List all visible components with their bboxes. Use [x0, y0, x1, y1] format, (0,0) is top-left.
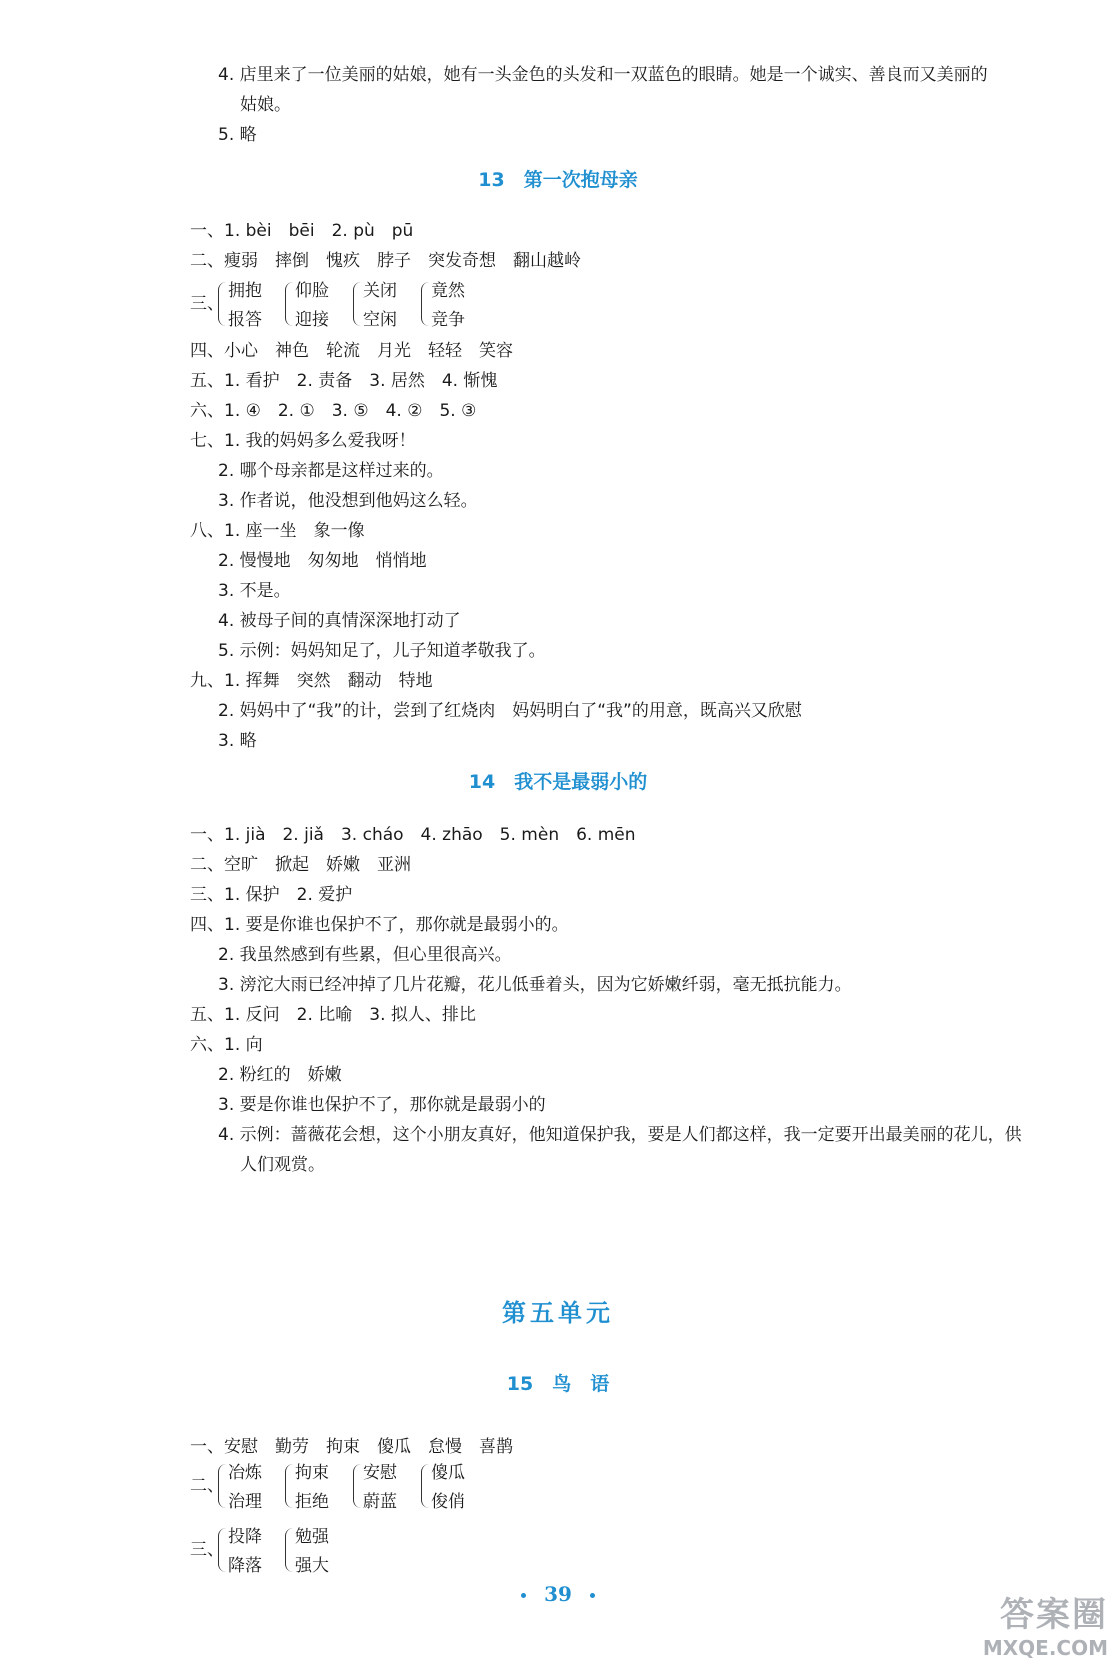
lesson13-q7-1: 七、1. 我的妈妈多么爱我呀！	[190, 431, 416, 451]
lesson14-q6-2: 2. 粉红的 娇嫩	[218, 1065, 342, 1085]
lesson13-q3	[190, 278, 690, 334]
word: 拒绝	[295, 1492, 329, 1512]
lesson15-q2	[190, 1460, 690, 1516]
lesson13-q9-1: 九、1. 挥舞 突然 翻动 特地	[190, 671, 433, 691]
dot-icon	[521, 1593, 526, 1598]
word: 竞争	[431, 310, 465, 330]
word: 拥抱	[228, 281, 262, 301]
lesson13-q1: 一、1. bèi bēi 2. pù pū	[190, 221, 414, 241]
word: 仰脸	[295, 281, 329, 301]
brace-icon	[218, 1528, 226, 1572]
lesson13-q8-2: 2. 慢慢地 匆匆地 悄悄地	[218, 551, 427, 571]
word: 报答	[228, 310, 262, 330]
word: 拘束	[295, 1463, 329, 1483]
lesson14-q6-1: 六、1. 向	[190, 1035, 263, 1055]
brace-icon	[421, 1464, 429, 1508]
lesson13-q8-5: 5. 示例：妈妈知足了，儿子知道孝敬我了。	[218, 641, 546, 661]
word: 竟然	[431, 281, 465, 301]
word: 强大	[295, 1556, 329, 1576]
lesson14-q6-3: 3. 要是你谁也保护不了，那你就是最弱小的	[218, 1095, 546, 1115]
top-answer-4-line2: 姑娘。	[240, 95, 291, 115]
lesson14-q4-1: 四、1. 要是你谁也保护不了，那你就是最弱小的。	[190, 915, 569, 935]
unit5-title: 第五单元	[502, 1298, 614, 1327]
page-number-text: 39	[544, 1582, 572, 1606]
lesson14-q6-4-line1: 4. 示例：蔷薇花会想，这个小朋友真好，他知道保护我，要是人们都这样，我一定要开出最美丽的花儿，供	[218, 1125, 1022, 1145]
lesson13-title: 13 第一次抱母亲	[478, 169, 638, 191]
word: 关闭	[363, 281, 397, 301]
lesson15-q3-label: 三、	[190, 1540, 224, 1560]
lesson13-q2: 二、瘦弱 摔倒 愧疚 脖子 突发奇想 翻山越岭	[190, 251, 581, 271]
word: 傻瓜	[431, 1463, 465, 1483]
page-number	[0, 1582, 1116, 1606]
brace-icon	[218, 1464, 226, 1508]
brace-icon	[353, 282, 361, 326]
lesson14-q4-2: 2. 我虽然感到有些累，但心里很高兴。	[218, 945, 512, 965]
word: 降落	[228, 1556, 262, 1576]
top-answer-4-line1: 4. 店里来了一位美丽的姑娘，她有一头金色的头发和一双蓝色的眼睛。她是一个诚实、善良而又美丽的	[218, 65, 988, 85]
brace-icon	[285, 1528, 293, 1572]
lesson14-q6-4-line2: 人们观赏。	[240, 1155, 325, 1175]
lesson13-q6: 六、1. ④ 2. ① 3. ⑤ 4. ② 5. ③	[190, 401, 477, 421]
top-answer-5: 5. 略	[218, 125, 257, 145]
brace-icon	[353, 1464, 361, 1508]
lesson13-q7-2: 2. 哪个母亲都是这样过来的。	[218, 461, 444, 481]
word: 蔚蓝	[363, 1492, 397, 1512]
lesson13-q9-2: 2. 妈妈中了“我”的计，尝到了红烧肉 妈妈明白了“我”的用意，既高兴又欣慰	[218, 701, 802, 721]
word: 治理	[228, 1492, 262, 1512]
brace-icon	[421, 282, 429, 326]
lesson13-q8-4: 4. 被母子间的真情深深地打动了	[218, 611, 461, 631]
lesson13-q4: 四、小心 神色 轮流 月光 轻轻 笑容	[190, 341, 513, 361]
lesson13-q5: 五、1. 看护 2. 责备 3. 居然 4. 惭愧	[190, 371, 498, 391]
word: 投降	[228, 1527, 262, 1547]
lesson14-q4-3: 3. 滂沱大雨已经冲掉了几片花瓣，花儿低垂着头，因为它娇嫩纤弱，毫无抵抗能力。	[218, 975, 852, 995]
lesson14-q1: 一、1. jià 2. jiǎ 3. cháo 4. zhāo 5. mèn 6. mēn	[190, 825, 636, 845]
brace-icon	[218, 282, 226, 326]
word: 俊俏	[431, 1492, 465, 1512]
lesson13-q7-3: 3. 作者说，他没想到他妈这么轻。	[218, 491, 478, 511]
brace-icon	[285, 282, 293, 326]
lesson13-q8-3: 3. 不是。	[218, 581, 291, 601]
dot-icon	[590, 1593, 595, 1598]
lesson13-q8-1: 八、1. 座一坐 象一像	[190, 521, 365, 541]
lesson14-q5: 五、1. 反问 2. 比喻 3. 拟人、排比	[190, 1005, 476, 1025]
lesson15-q2-label: 二、	[190, 1476, 224, 1496]
lesson15-q3	[190, 1524, 690, 1580]
watermark	[983, 1587, 1108, 1660]
lesson13-q3-label: 三、	[190, 294, 224, 314]
word: 空闲	[363, 310, 397, 330]
lesson14-q3: 三、1. 保护 2. 爱护	[190, 885, 353, 905]
brace-icon	[285, 1464, 293, 1508]
lesson13-q9-3: 3. 略	[218, 731, 257, 751]
word: 冶炼	[228, 1463, 262, 1483]
word: 勉强	[295, 1527, 329, 1547]
lesson15-title: 15 鸟 语	[506, 1373, 610, 1395]
watermark-url: MXQE.COM	[982, 1636, 1108, 1660]
lesson15-q1: 一、安慰 勤劳 拘束 傻瓜 怠慢 喜鹊	[190, 1437, 513, 1457]
lesson14-title: 14 我不是最弱小的	[468, 771, 648, 793]
word: 安慰	[363, 1463, 397, 1483]
lesson14-q2: 二、空旷 掀起 娇嫩 亚洲	[190, 855, 411, 875]
watermark-logo-text: 答案圈	[1000, 1595, 1108, 1635]
word: 迎接	[295, 310, 329, 330]
